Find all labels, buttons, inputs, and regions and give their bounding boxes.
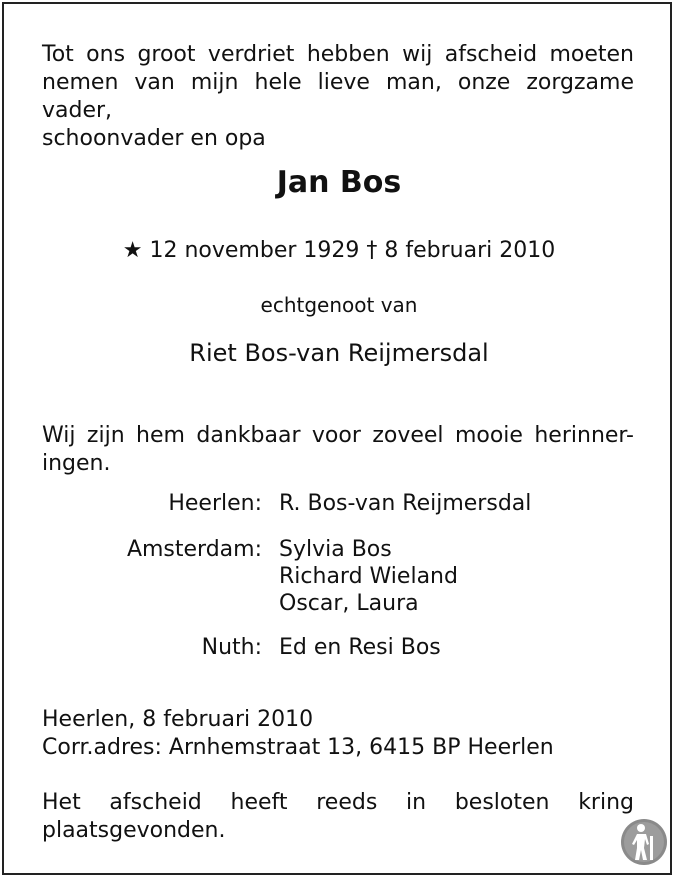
spouse-name: Riet Bos-van Reijmersdal (189, 339, 489, 367)
relative-name: Richard Wieland (279, 564, 458, 589)
relative-place: Heerlen: (168, 491, 262, 516)
relative-name: R. Bos-van Reijmersdal (279, 491, 532, 516)
place-date: Heerlen, 8 februari 2010 (42, 707, 314, 732)
gratitude-line: Wij zijn hem dankbaar voor zoveel mooie herinner- (42, 423, 634, 448)
intro-paragraph (42, 41, 634, 153)
relative-name: Ed en Resi Bos (279, 635, 441, 660)
relative-place: Nuth: (201, 635, 262, 660)
deceased-name: Jan Bos (276, 165, 402, 200)
relative-name: Oscar, Laura (279, 591, 419, 616)
relative-name: Sylvia Bos (279, 537, 392, 562)
correspondence-address: Corr.adres: Arnhemstraat 13, 6415 BP Heerlen (42, 735, 554, 760)
relative-place: Amsterdam: (126, 537, 262, 562)
closing-line: Het afscheid heeft reeds in besloten kring (42, 790, 634, 815)
spouse-relation: echtgenoot van (260, 293, 418, 317)
memorial-logo-icon (620, 818, 668, 866)
intro-line: schoonvader en opa (42, 126, 266, 151)
gratitude-line: ingen. (42, 451, 111, 476)
closing-paragraph (42, 789, 634, 845)
intro-line: Tot ons groot verdriet hebben wij afscheid moeten (42, 42, 634, 67)
gratitude-paragraph (42, 422, 634, 478)
closing-line: plaatsgevonden. (42, 818, 226, 843)
life-dates: ★ 12 november 1929 † 8 februari 2010 (122, 238, 556, 263)
intro-line: nemen van mijn hele lieve man, onze zorgzame vader, (42, 70, 634, 123)
